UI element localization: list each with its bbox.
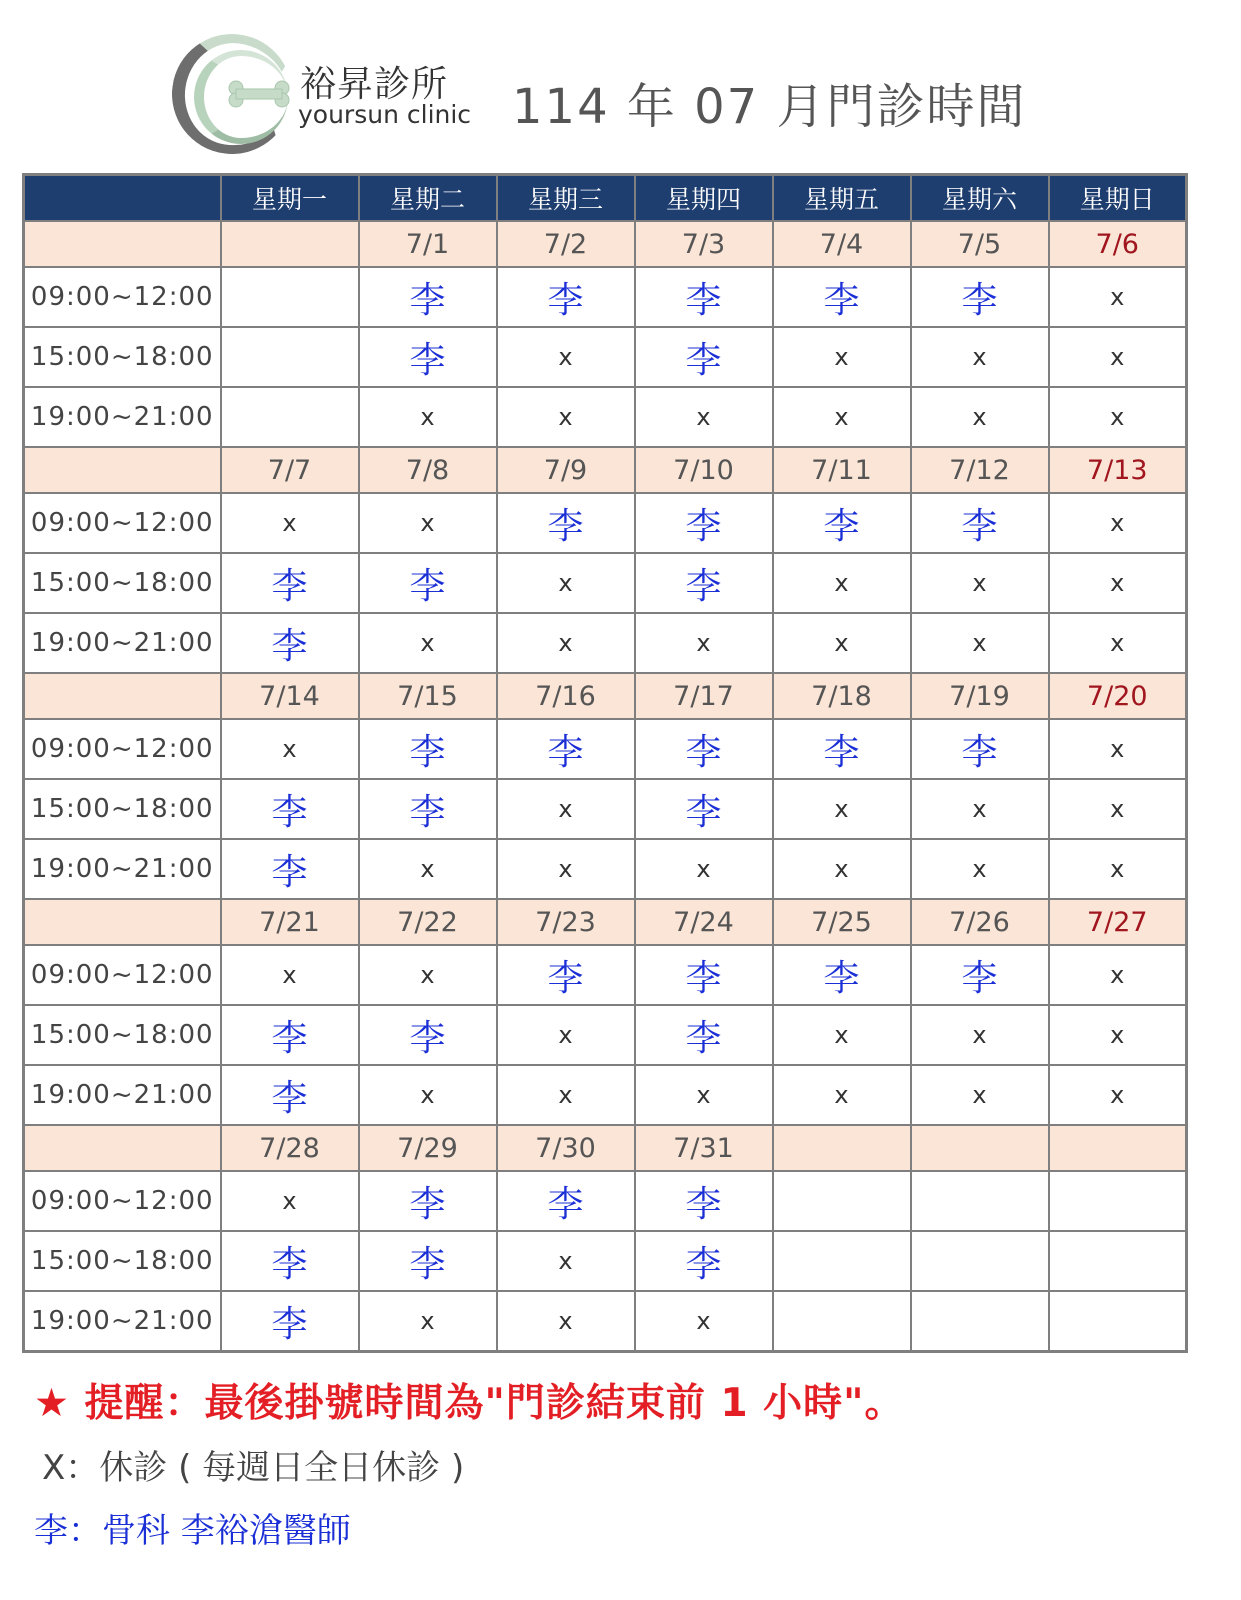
time-slot-row <box>24 267 1187 327</box>
date-cell: 7/12 <box>911 447 1049 493</box>
closed-cell: x <box>497 779 635 839</box>
time-slot-row <box>24 553 1187 613</box>
date-cell: 7/10 <box>635 447 773 493</box>
date-row-label <box>24 673 221 719</box>
closed-cell: x <box>1049 839 1187 899</box>
time-slot-label: 19:00~21:00 <box>24 1291 221 1352</box>
date-row <box>24 899 1187 945</box>
doctor-on-duty-cell: 李 <box>635 945 773 1005</box>
closed-cell: x <box>1049 779 1187 839</box>
date-row <box>24 1125 1187 1171</box>
weekday-header: 星期六 <box>911 175 1049 222</box>
clinic-schedule-table <box>22 173 1188 1353</box>
time-slot-row <box>24 1291 1187 1352</box>
doctor-on-duty-cell: 李 <box>635 1231 773 1291</box>
date-cell: 7/9 <box>497 447 635 493</box>
date-cell <box>1049 1125 1187 1171</box>
closed-cell: x <box>359 493 497 553</box>
closed-cell: x <box>1049 719 1187 779</box>
doctor-on-duty-cell: 李 <box>359 267 497 327</box>
closed-cell: x <box>359 1291 497 1352</box>
date-cell: 7/26 <box>911 899 1049 945</box>
closed-cell: x <box>1049 493 1187 553</box>
closed-cell: x <box>1049 553 1187 613</box>
date-cell: 7/19 <box>911 673 1049 719</box>
closed-cell: x <box>1049 267 1187 327</box>
closed-cell: x <box>497 1065 635 1125</box>
date-cell: 7/27 <box>1049 899 1187 945</box>
date-cell: 7/20 <box>1049 673 1187 719</box>
doctor-on-duty-cell: 李 <box>497 1171 635 1231</box>
doctor-on-duty-cell: 李 <box>635 719 773 779</box>
closed-cell: x <box>911 1065 1049 1125</box>
clinic-name-en: yoursun clinic <box>298 100 472 129</box>
closed-cell: x <box>773 327 911 387</box>
date-cell: 7/5 <box>911 221 1049 267</box>
date-cell: 7/23 <box>497 899 635 945</box>
doctor-on-duty-cell: 李 <box>221 1065 359 1125</box>
closed-cell: x <box>497 387 635 447</box>
doctor-on-duty-cell: 李 <box>497 719 635 779</box>
weekday-header: 星期五 <box>773 175 911 222</box>
date-cell: 7/2 <box>497 221 635 267</box>
empty-cell <box>773 1291 911 1352</box>
time-slot-label: 09:00~12:00 <box>24 719 221 779</box>
closed-cell: x <box>359 387 497 447</box>
closed-cell: x <box>773 553 911 613</box>
date-cell: 7/25 <box>773 899 911 945</box>
closed-cell: x <box>359 1065 497 1125</box>
closed-cell: x <box>497 327 635 387</box>
closed-cell: x <box>221 945 359 1005</box>
time-slot-label: 19:00~21:00 <box>24 387 221 447</box>
date-cell: 7/15 <box>359 673 497 719</box>
closed-cell: x <box>773 1005 911 1065</box>
bone-icon <box>228 80 290 108</box>
doctor-on-duty-cell: 李 <box>911 719 1049 779</box>
doctor-on-duty-cell: 李 <box>635 327 773 387</box>
date-row <box>24 673 1187 719</box>
empty-cell <box>911 1171 1049 1231</box>
empty-cell <box>1049 1171 1187 1231</box>
closed-cell: x <box>773 839 911 899</box>
date-row <box>24 447 1187 493</box>
corner-cell <box>24 175 221 222</box>
closed-cell: x <box>221 719 359 779</box>
doctor-on-duty-cell: 李 <box>359 1171 497 1231</box>
time-slot-row <box>24 1171 1187 1231</box>
date-cell: 7/6 <box>1049 221 1187 267</box>
time-slot-label: 09:00~12:00 <box>24 493 221 553</box>
closed-cell: x <box>1049 1005 1187 1065</box>
date-row-label <box>24 447 221 493</box>
doctor-on-duty-cell: 李 <box>635 553 773 613</box>
time-slot-label: 15:00~18:00 <box>24 553 221 613</box>
closed-cell: x <box>1049 327 1187 387</box>
doctor-on-duty-cell: 李 <box>911 945 1049 1005</box>
date-cell: 7/4 <box>773 221 911 267</box>
empty-cell <box>221 327 359 387</box>
doctor-on-duty-cell: 李 <box>221 1005 359 1065</box>
doctor-on-duty-cell: 李 <box>497 267 635 327</box>
doctor-on-duty-cell: 李 <box>359 719 497 779</box>
date-cell <box>221 221 359 267</box>
page-title: 114 年 07 月門診時間 <box>512 79 1027 135</box>
empty-cell <box>911 1231 1049 1291</box>
weekday-header: 星期一 <box>221 175 359 222</box>
date-cell: 7/24 <box>635 899 773 945</box>
time-slot-row <box>24 613 1187 673</box>
clinic-name: 裕昇診所 <box>300 64 449 105</box>
time-slot-row <box>24 945 1187 1005</box>
weekday-header: 星期二 <box>359 175 497 222</box>
doctor-on-duty-cell: 李 <box>773 267 911 327</box>
doctor-legend: 李：骨科 李裕滄醫師 <box>34 1511 351 1551</box>
time-slot-row <box>24 327 1187 387</box>
doctor-on-duty-cell: 李 <box>221 1291 359 1352</box>
date-cell <box>773 1125 911 1171</box>
closed-cell: x <box>359 613 497 673</box>
empty-cell <box>221 267 359 327</box>
closed-cell: x <box>773 613 911 673</box>
empty-cell <box>773 1171 911 1231</box>
doctor-on-duty-cell: 李 <box>221 553 359 613</box>
doctor-on-duty-cell: 李 <box>911 493 1049 553</box>
doctor-on-duty-cell: 李 <box>359 553 497 613</box>
closed-cell: x <box>635 613 773 673</box>
time-slot-label: 15:00~18:00 <box>24 1231 221 1291</box>
date-cell <box>911 1125 1049 1171</box>
empty-cell <box>911 1291 1049 1352</box>
page-header <box>0 0 1241 170</box>
closed-cell: x <box>1049 387 1187 447</box>
time-slot-label: 15:00~18:00 <box>24 779 221 839</box>
date-cell: 7/21 <box>221 899 359 945</box>
date-cell: 7/3 <box>635 221 773 267</box>
time-slot-label: 19:00~21:00 <box>24 1065 221 1125</box>
empty-cell <box>1049 1231 1187 1291</box>
time-slot-row <box>24 387 1187 447</box>
closed-cell: x <box>221 1171 359 1231</box>
date-cell: 7/8 <box>359 447 497 493</box>
date-cell: 7/1 <box>359 221 497 267</box>
date-row-label <box>24 1125 221 1171</box>
date-cell: 7/28 <box>221 1125 359 1171</box>
doctor-on-duty-cell: 李 <box>635 493 773 553</box>
closed-cell: x <box>911 839 1049 899</box>
closed-cell: x <box>497 839 635 899</box>
date-cell: 7/11 <box>773 447 911 493</box>
weekday-header: 星期四 <box>635 175 773 222</box>
date-cell: 7/13 <box>1049 447 1187 493</box>
doctor-on-duty-cell: 李 <box>359 327 497 387</box>
closed-cell: x <box>497 613 635 673</box>
doctor-on-duty-cell: 李 <box>773 493 911 553</box>
closed-cell: x <box>1049 1065 1187 1125</box>
time-slot-row <box>24 779 1187 839</box>
date-cell: 7/16 <box>497 673 635 719</box>
doctor-on-duty-cell: 李 <box>635 779 773 839</box>
weekday-header: 星期三 <box>497 175 635 222</box>
closed-cell: x <box>635 387 773 447</box>
closed-cell: x <box>635 1291 773 1352</box>
date-cell: 7/30 <box>497 1125 635 1171</box>
closed-cell: x <box>773 1065 911 1125</box>
time-slot-label: 09:00~12:00 <box>24 267 221 327</box>
date-cell: 7/18 <box>773 673 911 719</box>
doctor-on-duty-cell: 李 <box>221 1231 359 1291</box>
time-slot-row <box>24 493 1187 553</box>
doctor-on-duty-cell: 李 <box>497 493 635 553</box>
closed-cell: x <box>911 1005 1049 1065</box>
closed-cell: x <box>773 387 911 447</box>
time-slot-row <box>24 719 1187 779</box>
doctor-on-duty-cell: 李 <box>221 779 359 839</box>
date-row-label <box>24 221 221 267</box>
time-slot-label: 09:00~12:00 <box>24 945 221 1005</box>
closed-cell: x <box>635 1065 773 1125</box>
doctor-on-duty-cell: 李 <box>221 613 359 673</box>
empty-cell <box>1049 1291 1187 1352</box>
closed-cell: x <box>911 387 1049 447</box>
doctor-on-duty-cell: 李 <box>359 1231 497 1291</box>
closed-cell: x <box>221 493 359 553</box>
closed-cell: x <box>773 779 911 839</box>
doctor-on-duty-cell: 李 <box>773 719 911 779</box>
doctor-on-duty-cell: 李 <box>635 1005 773 1065</box>
empty-cell <box>773 1231 911 1291</box>
date-row-label <box>24 899 221 945</box>
doctor-on-duty-cell: 李 <box>773 945 911 1005</box>
closed-cell: x <box>359 839 497 899</box>
date-cell: 7/17 <box>635 673 773 719</box>
doctor-on-duty-cell: 李 <box>635 1171 773 1231</box>
time-slot-row <box>24 1005 1187 1065</box>
closed-cell: x <box>911 327 1049 387</box>
closed-cell: x <box>911 613 1049 673</box>
closed-cell: x <box>1049 945 1187 1005</box>
closed-cell: x <box>497 553 635 613</box>
closed-cell: x <box>359 945 497 1005</box>
time-slot-row <box>24 1231 1187 1291</box>
reminder-note: ★ 提醒：最後掛號時間為"門診結束前 1 小時"。 <box>34 1381 905 1426</box>
closed-cell: x <box>497 1291 635 1352</box>
date-cell: 7/29 <box>359 1125 497 1171</box>
doctor-on-duty-cell: 李 <box>497 945 635 1005</box>
doctor-on-duty-cell: 李 <box>911 267 1049 327</box>
closed-cell: x <box>497 1005 635 1065</box>
closed-cell: x <box>911 553 1049 613</box>
date-cell: 7/31 <box>635 1125 773 1171</box>
time-slot-row <box>24 839 1187 899</box>
closed-cell: x <box>1049 613 1187 673</box>
time-slot-row <box>24 1065 1187 1125</box>
date-row <box>24 221 1187 267</box>
date-cell: 7/7 <box>221 447 359 493</box>
time-slot-label: 09:00~12:00 <box>24 1171 221 1231</box>
closed-legend: X：休診 ( 每週日全日休診 ) <box>42 1448 465 1488</box>
doctor-on-duty-cell: 李 <box>359 1005 497 1065</box>
closed-cell: x <box>635 839 773 899</box>
clinic-logo <box>172 30 472 160</box>
closed-cell: x <box>911 779 1049 839</box>
date-cell: 7/22 <box>359 899 497 945</box>
doctor-on-duty-cell: 李 <box>221 839 359 899</box>
date-cell: 7/14 <box>221 673 359 719</box>
closed-cell: x <box>497 1231 635 1291</box>
doctor-on-duty-cell: 李 <box>359 779 497 839</box>
doctor-on-duty-cell: 李 <box>635 267 773 327</box>
weekday-header-row <box>24 175 1187 222</box>
time-slot-label: 19:00~21:00 <box>24 839 221 899</box>
time-slot-label: 15:00~18:00 <box>24 1005 221 1065</box>
weekday-header: 星期日 <box>1049 175 1187 222</box>
time-slot-label: 19:00~21:00 <box>24 613 221 673</box>
empty-cell <box>221 387 359 447</box>
time-slot-label: 15:00~18:00 <box>24 327 221 387</box>
